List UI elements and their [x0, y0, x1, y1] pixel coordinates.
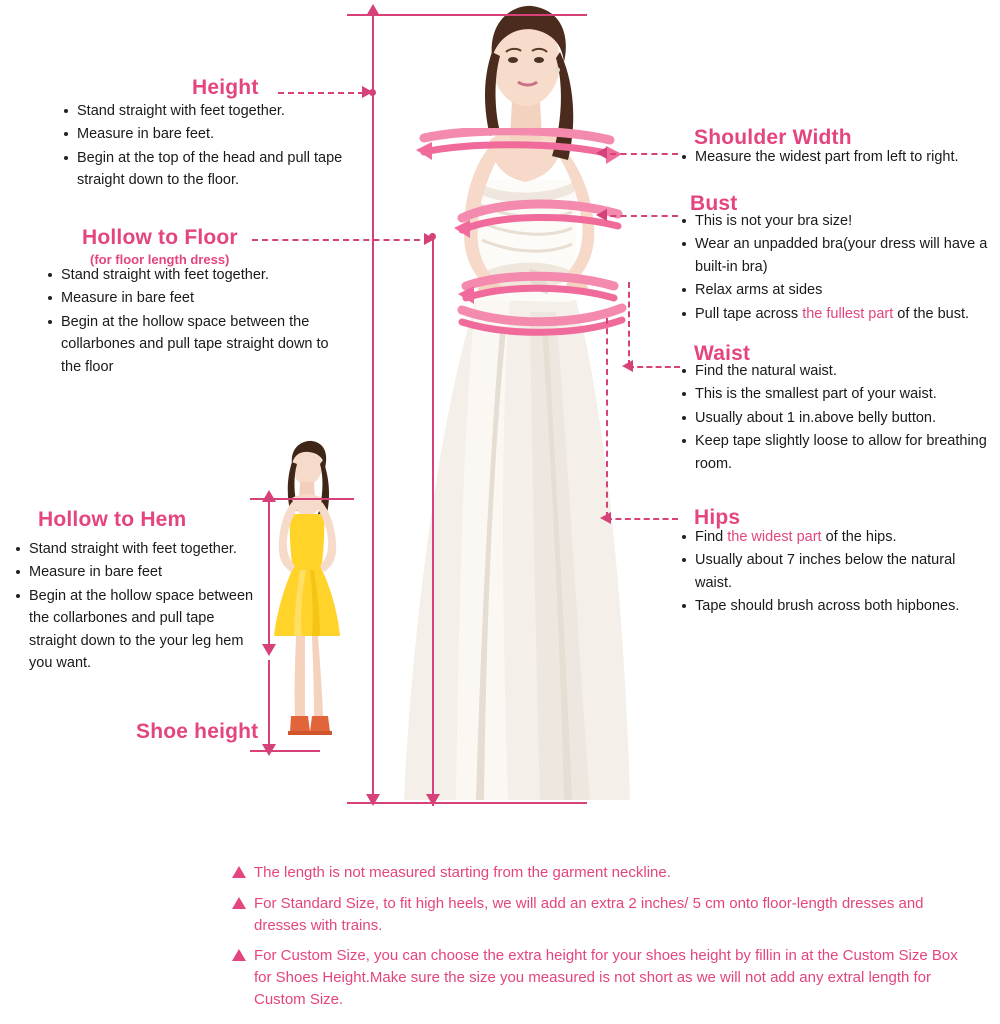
list-item: Begin at the hollow space between the collarbones and pull tape straight down to the floor: [46, 311, 346, 378]
hollow-to-floor-subheading: (for floor length dress): [90, 252, 230, 267]
hollow-to-floor-list: [46, 264, 346, 379]
footer-note-text: The length is not measured starting from the garment neckline.: [254, 864, 671, 881]
height-arrow-bottom: [366, 794, 380, 806]
footer-note: [232, 862, 972, 884]
hollow-to-floor-leader-arrow: [424, 233, 435, 245]
hollow-to-hem-arrow-top: [262, 490, 276, 502]
warning-triangle-icon: [232, 897, 246, 909]
list-item-bust-fullest: Pull tape across the fullest part of the bust.: [680, 303, 996, 325]
list-item: Measure in bare feet: [14, 561, 262, 583]
list-item: This is the smallest part of your waist.: [680, 383, 990, 405]
hips-leader-vertical: [606, 318, 608, 518]
shoulder-width-leader-arrow: [596, 147, 607, 159]
bust-leader-arrow: [596, 209, 607, 221]
waist-leader-line: [628, 366, 680, 368]
footer-notes: [232, 862, 972, 1020]
hollow-to-hem-arrow-bottom: [262, 644, 276, 656]
hips-highlight: the widest part: [727, 529, 822, 545]
footer-note: [232, 893, 972, 937]
hips-list: [680, 526, 990, 619]
list-item: Tape should brush across both hipbones.: [680, 595, 990, 617]
hips-leader-arrow: [600, 512, 611, 524]
height-top-cap: [347, 14, 587, 16]
height-heading: Height: [192, 76, 259, 99]
footer-note-text: For Custom Size, you can choose the extra height for your shoes height by fillin in at the Custom Size Box for Shoes Height.Make sure the size you measured is not short as we will not add any extral length for Custom Size.: [254, 947, 958, 1008]
list-item: Begin at the hollow space between the collarbones and pull tape straight down to the your leg hem you want.: [14, 585, 262, 675]
footer-note: [232, 945, 972, 1010]
warning-triangle-icon: [232, 949, 246, 961]
warning-triangle-icon: [232, 866, 246, 878]
waist-leader-arrow: [622, 360, 633, 372]
footer-note-text: For Standard Size, to fit high heels, we will add an extra 2 inches/ 5 cm onto floor-length dresses and dresses with trains.: [254, 894, 924, 934]
list-item: Measure in bare feet.: [62, 123, 352, 145]
list-item: Stand straight with feet together.: [46, 264, 346, 286]
hollow-to-floor-heading: Hollow to Floor: [82, 226, 238, 249]
list-item: Usually about 7 inches below the natural waist.: [680, 549, 990, 594]
shoulder-width-heading: Shoulder Width: [694, 126, 852, 149]
list-item: Measure the widest part from left to right.: [680, 146, 992, 168]
height-list: [62, 100, 352, 193]
list-item: Stand straight with feet together.: [62, 100, 352, 122]
shoe-height-heading: Shoe height: [136, 720, 259, 743]
bust-list: [680, 210, 996, 326]
waist-heading: Waist: [694, 342, 751, 365]
list-item: Stand straight with feet together.: [14, 538, 262, 560]
list-item: Measure in bare feet: [46, 287, 346, 309]
list-item: Begin at the top of the head and pull tape straight down to the floor.: [62, 147, 352, 192]
shoe-height-bottom-cap: [250, 750, 320, 752]
list-item: Wear an unpadded bra(your dress will have a built-in bra): [680, 233, 996, 278]
list-item-hips-widest: Find the widest part of the hips.: [680, 526, 990, 548]
hollow-to-floor-section: [82, 226, 342, 267]
list-item: This is not your bra size!: [680, 210, 996, 232]
list-item: Usually about 1 in.above belly button.: [680, 407, 990, 429]
hollow-to-floor-vertical-line: [432, 236, 434, 806]
height-section: [192, 76, 392, 100]
bust-heading: Bust: [690, 192, 738, 215]
hips-leader-line: [606, 518, 678, 520]
bust-highlight: the fullest part: [802, 305, 894, 322]
shoe-height-vertical-line: [268, 660, 270, 752]
hollow-to-hem-top-cap: [250, 498, 354, 500]
shoulder-width-leader-line: [600, 153, 678, 155]
list-item: Relax arms at sides: [680, 279, 996, 301]
height-bottom-cap: [347, 802, 587, 804]
hollow-to-hem-section: [38, 508, 278, 532]
hollow-to-hem-list: [14, 538, 262, 676]
waist-list: [680, 360, 990, 476]
bust-leader-line: [600, 215, 678, 217]
hips-heading: Hips: [694, 506, 741, 529]
height-vertical-line: [372, 14, 374, 804]
shoulder-width-list: [680, 146, 992, 169]
list-item: Keep tape slightly loose to allow for breathing room.: [680, 430, 990, 475]
hollow-to-floor-arrow-bottom: [426, 794, 440, 806]
list-item: Find the natural waist.: [680, 360, 990, 382]
hollow-to-hem-heading: Hollow to Hem: [38, 508, 187, 531]
model-figure-gown: [380, 0, 660, 810]
shoe-height-section: [136, 720, 258, 744]
